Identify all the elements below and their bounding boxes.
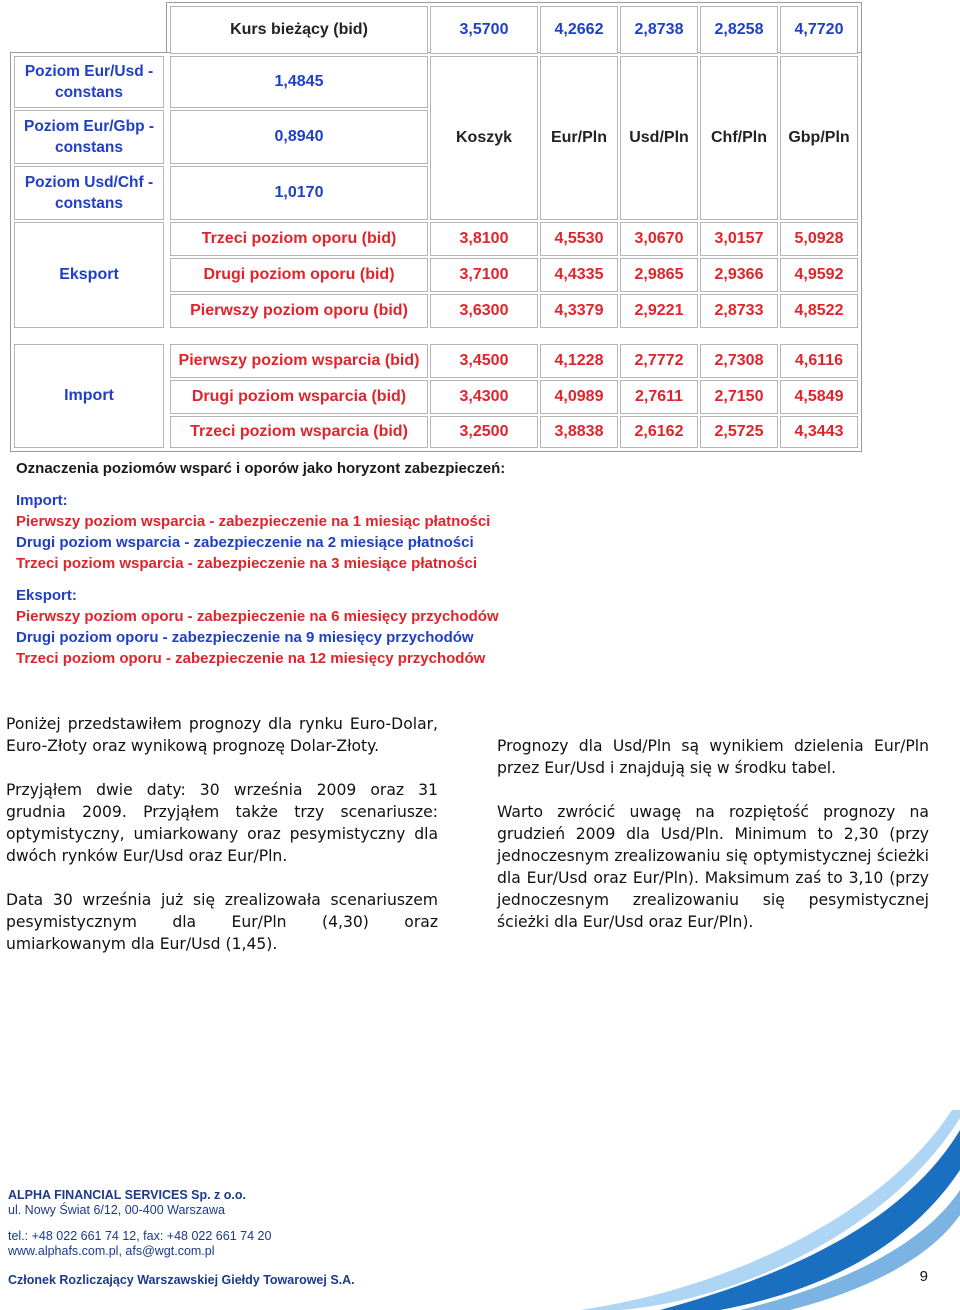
export-value: 4,9592 <box>780 258 858 292</box>
import-row-label: Trzeci poziom wsparcia (bid) <box>170 416 428 448</box>
legend-import-heading: Import: <box>16 492 68 509</box>
legend-line: Pierwszy poziom wsparcia - zabezpieczenie na 1 miesiąc płatności <box>16 513 491 530</box>
current-rate-cell: 3,5700 <box>430 6 538 54</box>
import-value: 2,7308 <box>700 344 778 378</box>
forecast-table <box>10 2 862 452</box>
legend-line: Drugi poziom oporu - zabezpieczenie na 9 miesięcy przychodów <box>16 629 474 646</box>
export-value: 4,5530 <box>540 222 618 256</box>
export-row-label: Drugi poziom oporu (bid) <box>170 258 428 292</box>
import-value: 2,5725 <box>700 416 778 448</box>
basket-column-header: Eur/Pln <box>540 56 618 220</box>
cross-level-value: 0,8940 <box>170 110 428 164</box>
import-value: 3,4500 <box>430 344 538 378</box>
paragraph: Przyjąłem dwie daty: 30 września 2009 oraz 31 grudnia 2009. Przyjąłem także trzy scenariusze: optymistyczny, umiarkowany oraz pesymistyczny dla dwóch rynków Eur/Usd oraz Eur/Pln. <box>6 781 438 865</box>
basket-column-header: Koszyk <box>430 56 538 220</box>
export-value: 3,7100 <box>430 258 538 292</box>
paragraph: Data 30 września już się zrealizowała scenariuszem pesymistycznym dla Eur/Pln (4,30) oraz umiarkowanym dla Eur/Usd (1,45). <box>6 891 438 953</box>
import-value: 3,2500 <box>430 416 538 448</box>
cross-level-label: Poziom Usd/Chf - constans <box>14 166 164 220</box>
body-left-column <box>6 713 438 977</box>
paragraph: Prognozy dla Usd/Pln są wynikiem dzielenia Eur/Pln przez Eur/Usd i znajdują się w środku tabel. <box>497 737 929 777</box>
import-label: Import <box>14 344 164 448</box>
cross-level-value: 1,4845 <box>170 56 428 108</box>
company-phone: tel.: +48 022 661 74 12, fax: +48 022 661 74 20 <box>8 1229 272 1243</box>
company-address: ul. Nowy Świat 6/12, 00-400 Warszawa <box>8 1202 225 1217</box>
brand-swoosh-graphic <box>540 1110 960 1310</box>
current-rate-cell: 4,2662 <box>540 6 618 54</box>
legend-export-heading: Eksport: <box>16 587 77 604</box>
export-value: 4,3379 <box>540 294 618 328</box>
cross-level-value: 1,0170 <box>170 166 428 220</box>
import-value: 4,1228 <box>540 344 618 378</box>
import-value: 2,7611 <box>620 380 698 414</box>
import-value: 4,3443 <box>780 416 858 448</box>
export-label: Eksport <box>14 222 164 328</box>
basket-column-header: Chf/Pln <box>700 56 778 220</box>
company-name: ALPHA FINANCIAL SERVICES Sp. z o.o. <box>8 1188 246 1202</box>
import-value: 4,0989 <box>540 380 618 414</box>
body-right-column <box>497 735 929 955</box>
paragraph: Poniżej przedstawiłem prognozy dla rynku Euro-Dolar, Euro-Złoty oraz wynikową prognozę Dolar-Złoty. <box>6 715 438 755</box>
import-value: 3,8838 <box>540 416 618 448</box>
import-row-label: Pierwszy poziom wsparcia (bid) <box>170 344 428 378</box>
import-value: 2,7150 <box>700 380 778 414</box>
legend-line: Trzeci poziom wsparcia - zabezpieczenie na 3 miesiące płatności <box>16 555 478 572</box>
basket-column-header: Gbp/Pln <box>780 56 858 220</box>
export-value: 3,0157 <box>700 222 778 256</box>
import-value: 2,6162 <box>620 416 698 448</box>
legend-line: Pierwszy poziom oporu - zabezpieczenie na 6 miesięcy przychodów <box>16 608 499 625</box>
import-value: 3,4300 <box>430 380 538 414</box>
export-row-label: Pierwszy poziom oporu (bid) <box>170 294 428 328</box>
current-rate-cell: 2,8258 <box>700 6 778 54</box>
current-rate-label: Kurs bieżący (bid) <box>170 6 428 54</box>
import-value: 2,7772 <box>620 344 698 378</box>
export-row-label: Trzeci poziom oporu (bid) <box>170 222 428 256</box>
basket-column-header: Usd/Pln <box>620 56 698 220</box>
footer <box>8 1188 355 1287</box>
export-value: 4,8522 <box>780 294 858 328</box>
export-value: 2,8733 <box>700 294 778 328</box>
current-rate-cell: 2,8738 <box>620 6 698 54</box>
cross-level-label: Poziom Eur/Usd - constans <box>14 56 164 108</box>
export-value: 3,8100 <box>430 222 538 256</box>
cross-level-label: Poziom Eur/Gbp - constans <box>14 110 164 164</box>
export-value: 2,9366 <box>700 258 778 292</box>
import-value: 4,6116 <box>780 344 858 378</box>
export-value: 4,4335 <box>540 258 618 292</box>
export-value: 2,9865 <box>620 258 698 292</box>
export-value: 3,0670 <box>620 222 698 256</box>
legend-line: Trzeci poziom oporu - zabezpieczenie na 12 miesięcy przychodów <box>16 650 486 667</box>
export-value: 3,6300 <box>430 294 538 328</box>
company-web: www.alphafs.com.pl, afs@wgt.com.pl <box>8 1243 215 1258</box>
import-row-label: Drugi poziom wsparcia (bid) <box>170 380 428 414</box>
membership-note: Członek Rozliczający Warszawskiej Giełdy Towarowej S.A. <box>8 1273 355 1287</box>
paragraph: Warto zwrócić uwagę na rozpiętość prognozy na grudzień 2009 dla Usd/Pln. Minimum to 2,30 (przy jednoczesnym zrealizowaniu się optymistycznej ścieżki dla Eur/Usd oraz Eur/Pln). Maksimum zaś to 3,10 (przy jednoczesnym zrealizowaniu się pesymistycznej ścieżki dla Eur/Usd oraz Eur/Pln). <box>497 803 929 931</box>
legend-title: Oznaczenia poziomów wsparć i oporów jako horyzont zabezpieczeń: <box>16 460 506 477</box>
export-value: 5,0928 <box>780 222 858 256</box>
import-value: 4,5849 <box>780 380 858 414</box>
current-rate-cell: 4,7720 <box>780 6 858 54</box>
page-number: 9 <box>919 1268 928 1285</box>
legend-line: Drugi poziom wsparcia - zabezpieczenie na 2 miesiące płatności <box>16 534 474 551</box>
export-value: 2,9221 <box>620 294 698 328</box>
